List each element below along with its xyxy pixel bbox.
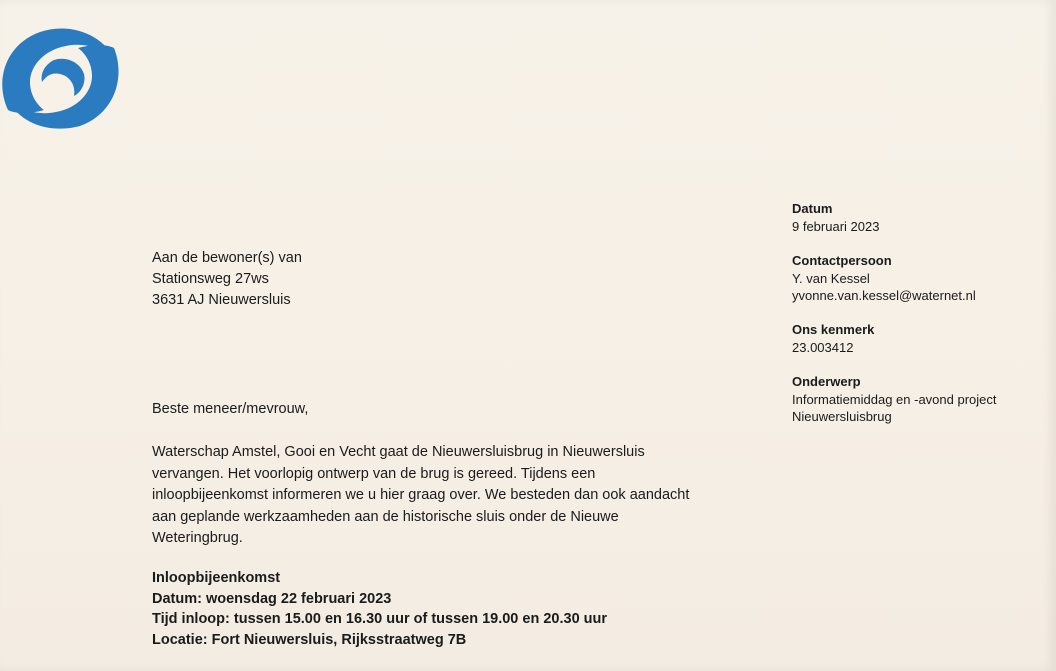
letter-body (152, 442, 772, 550)
meta-contact (792, 252, 976, 305)
salutation: Beste meneer/mevrouw, (152, 401, 309, 417)
body-line: Weteringbrug. (152, 530, 243, 546)
recipient-line-1: Aan de bewoner(s) van (152, 250, 302, 266)
recipient-line-2: Stationsweg 27ws (152, 271, 269, 287)
datum-label: Datum (792, 201, 833, 216)
event-title: Inloopbijeenkomst (152, 570, 281, 586)
recipient-address (152, 248, 302, 311)
waternet-swirl-logo-icon (0, 22, 122, 132)
kenmerk-label: Ons kenmerk (792, 322, 875, 337)
body-line: inloopbijeenkomst informeren we u hier graag over. We besteden dan ook aandacht (152, 487, 690, 503)
kenmerk-value: 23.003412 (792, 339, 854, 355)
event-location: Locatie: Fort Nieuwersluis, Rijksstraatweg 7B (152, 631, 467, 648)
body-line: vervangen. Het voorlopig ontwerp van de brug is gereed. Tijdens een (152, 465, 596, 482)
onderwerp-label: Onderwerp (792, 374, 861, 389)
event-date: Datum: woensdag 22 februari 2023 (152, 590, 392, 607)
contact-label: Contactpersoon (792, 253, 892, 268)
onderwerp-line-2: Nieuwersluisbrug (792, 409, 892, 424)
event-time: Tijd inloop: tussen 15.00 en 16.30 uur of tussen 19.00 en 20.30 uur (152, 611, 608, 627)
contact-name: Y. van Kessel (792, 270, 870, 286)
event-details (152, 568, 607, 650)
datum-value: 9 februari 2023 (792, 218, 880, 234)
meta-kenmerk (792, 321, 874, 356)
contact-email: yvonne.van.kessel@waternet.nl (792, 288, 976, 303)
meta-datum (792, 200, 879, 235)
onderwerp-line-1: Informatiemiddag en -avond project (792, 391, 997, 407)
body-line: Waterschap Amstel, Gooi en Vecht gaat de Nieuwersluisbrug in Nieuwersluis (152, 444, 645, 460)
meta-onderwerp (792, 373, 997, 426)
body-line: aan geplande werkzaamheden aan de historische sluis onder de Nieuwe (152, 508, 619, 525)
recipient-line-3: 3631 AJ Nieuwersluis (152, 292, 291, 308)
